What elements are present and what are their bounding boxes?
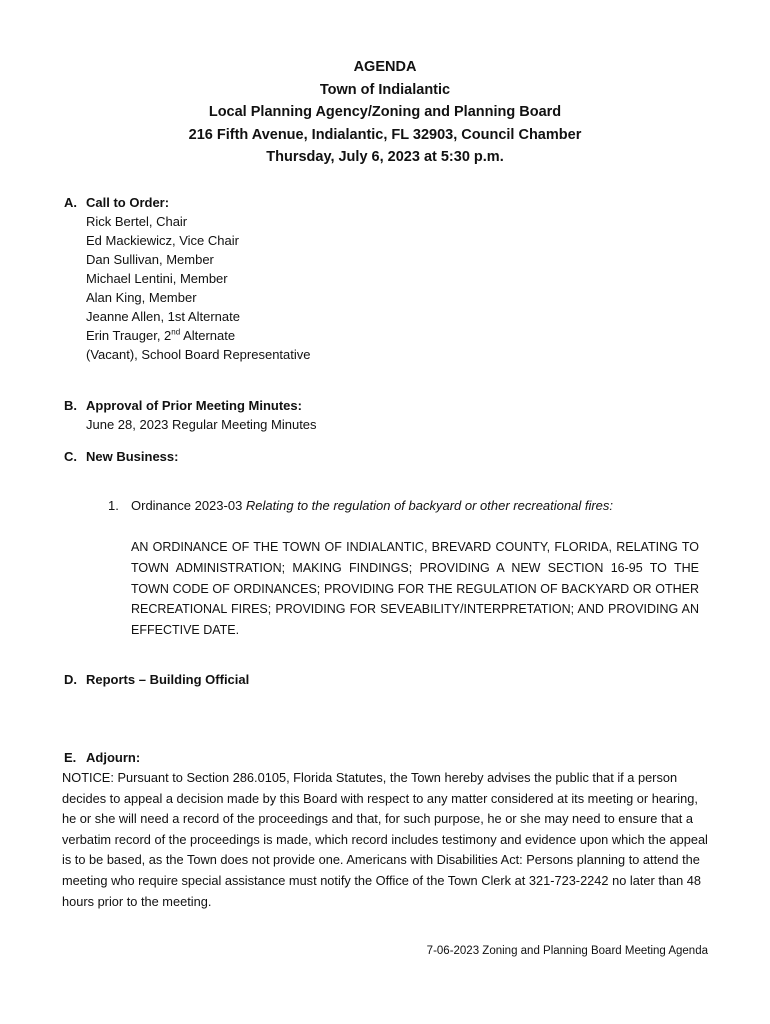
ordinance-text: AN ORDINANCE OF THE TOWN OF INDIALANTIC, BREVARD COUNTY, FLORIDA, RELATING TO TOWN ADMINISTRATION; MAKING FINDINGS; PROVIDING A NEW SECTION 16-95 TO THE TOWN CODE OF ORDINANCES; PROVIDING FOR THE REGULATION OF BACKYARD OR OTHER RECREATIONAL FIRES; PROVIDING FOR SEVEABILITY/INTERPRETATION; AND PROVIDING AN EFFECTIVE DATE. xyxy=(131,540,699,638)
ordinal-suffix: nd xyxy=(171,327,181,337)
item-number: 1. xyxy=(108,498,119,513)
list-item: Jeanne Allen, 1st Alternate xyxy=(86,309,240,324)
page-footer: 7-06-2023 Zoning and Planning Board Meeting Agenda xyxy=(426,945,708,957)
ordinance-subject: Relating to the regulation of backyard or other recreational fires: xyxy=(245,498,614,513)
section-e-letter: E. xyxy=(64,750,77,765)
section-e-title: Adjourn: xyxy=(86,750,141,765)
town-name: Town of Indialantic xyxy=(319,81,451,98)
list-item: Michael Lentini, Member xyxy=(86,271,228,286)
list-item: (Vacant), School Board Representative xyxy=(86,347,311,362)
section-a-letter: A. xyxy=(64,195,77,210)
minutes-item xyxy=(86,415,317,434)
list-item: Ed Mackiewicz, Vice Chair xyxy=(86,233,239,248)
section-a-heading xyxy=(64,193,169,212)
meeting-date: Thursday, July 6, 2023 at 5:30 p.m. xyxy=(266,149,504,165)
section-b-letter: B. xyxy=(64,398,77,413)
board-name: Local Planning Agency/Zoning and Planning Board xyxy=(208,104,562,120)
agenda-title: AGENDA xyxy=(353,59,417,75)
ordinance-label: Ordinance 2023-03 xyxy=(131,498,246,513)
ordinance-item xyxy=(108,496,613,515)
board-member-list xyxy=(86,212,311,364)
section-c-letter: C. xyxy=(64,449,77,464)
list-item xyxy=(86,326,311,345)
section-a-title: Call to Order: xyxy=(86,195,170,210)
section-c-title: New Business: xyxy=(86,449,179,464)
section-b-heading xyxy=(64,396,302,415)
section-d-heading xyxy=(64,670,249,689)
section-d-title: Reports – Building Official xyxy=(86,672,250,687)
section-c-heading xyxy=(64,447,178,466)
list-item: Rick Bertel, Chair xyxy=(86,214,188,229)
section-d-letter: D. xyxy=(64,672,77,687)
section-e-heading xyxy=(64,748,140,767)
alternate-2-name: Erin Trauger, 2 xyxy=(86,328,172,343)
section-b-title: Approval of Prior Meeting Minutes: xyxy=(86,398,302,413)
list-item: Alan King, Member xyxy=(86,290,197,305)
agenda-header xyxy=(0,56,770,169)
alternate-2-role: Alternate xyxy=(180,328,236,343)
meeting-location: 216 Fifth Avenue, Indialantic, FL 32903, Council Chamber xyxy=(188,126,582,143)
list-item: Dan Sullivan, Member xyxy=(86,252,214,267)
minutes-text: June 28, 2023 Regular Meeting Minutes xyxy=(86,417,317,432)
public-notice: NOTICE: Pursuant to Section 286.0105, Florida Statutes, the Town hereby advises the public that if a person decides to appeal a decision made by this Board with respect to any matter considered at its meeting or hearing, he or she will need a record of the proceedings and that, for such purpose, he or she may need to ensure that a verbatim record of the proceedings is made, which record includes testimony and evidence upon which the appeal is to be based, as the Town does not provide one. Americans with Disabilities Act: Persons planning to attend the meeting who require special assistance must notify the Office of the Town Clerk at 321-723-2242 no later than 48 hours prior to the meeting. xyxy=(62,770,708,909)
